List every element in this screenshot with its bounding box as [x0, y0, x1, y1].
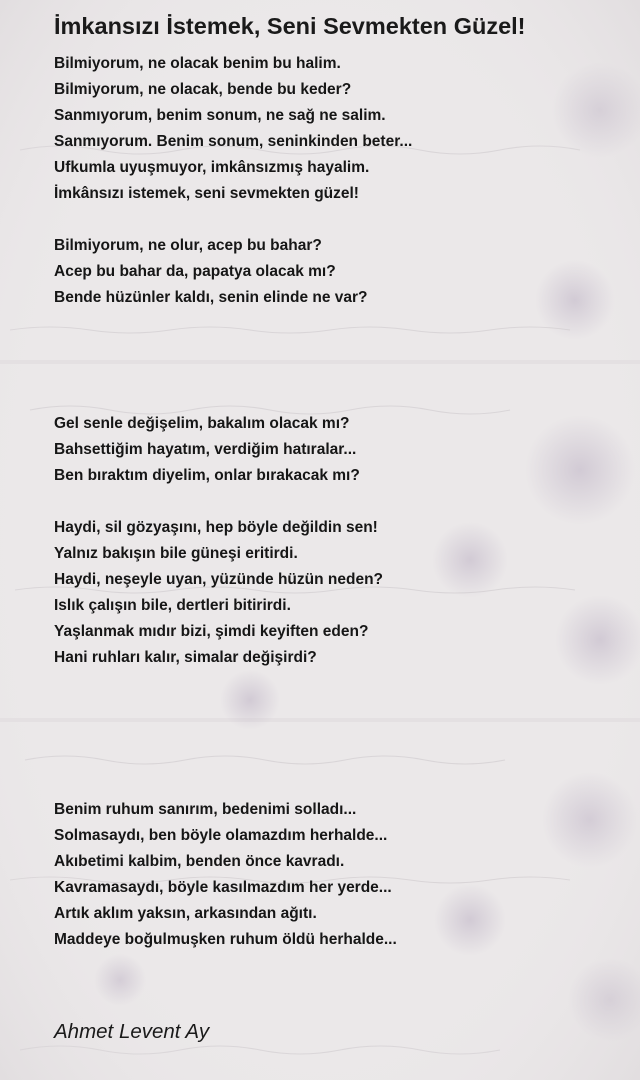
poem-line: Yalnız bakışın bile güneşi eritirdi.	[54, 545, 298, 562]
poem-line: Hani ruhları kalır, simalar değişirdi?	[54, 649, 317, 666]
poem-line: Akıbetimi kalbim, benden önce kavradı.	[54, 853, 345, 870]
poem-line: Haydi, neşeyle uyan, yüzünde hüzün neden?	[54, 571, 384, 588]
poem-line: Sanmıyorum, benim sonum, ne sağ ne salim.	[54, 107, 386, 124]
stanza-1	[54, 51, 412, 207]
poem-line: Kavramasaydı, böyle kasılmazdım her yerde...	[54, 879, 392, 896]
poem-line: Sanmıyorum. Benim sonum, seninkinden beter...	[54, 133, 413, 150]
poem-line: Haydi, sil gözyaşını, hep böyle değildin sen!	[54, 519, 378, 536]
poem-line: Maddeye boğulmuşken ruhum öldü herhalde...	[54, 931, 397, 948]
poem-line: Solmasaydı, ben böyle olamazdım herhalde...	[54, 827, 388, 844]
poem-line: Bende hüzünler kaldı, senin elinde ne var?	[54, 289, 368, 306]
poem-line: Ufkumla uyuşmuyor, imkânsızmış hayalim.	[54, 159, 370, 176]
poem-line: Bilmiyorum, ne olur, acep bu bahar?	[54, 237, 322, 254]
stanza-4	[54, 515, 383, 671]
poem-line: Gel senle değişelim, bakalım olacak mı?	[54, 415, 350, 432]
poem-line: Bahsettiğim hayatım, verdiğim hatıralar...	[54, 441, 357, 458]
poem-line: Ben bıraktım diyelim, onlar bırakacak mı?	[54, 467, 360, 484]
poem-line: Islık çalışın bile, dertleri bitirirdi.	[54, 597, 291, 614]
poem-author: Ahmet Levent Ay	[54, 1020, 210, 1043]
poem-line: Bilmiyorum, ne olacak, bende bu keder?	[54, 81, 352, 98]
poem-title: İmkansızı İstemek, Seni Sevmekten Güzel!	[54, 13, 526, 39]
poem-line: İmkânsızı istemek, seni sevmekten güzel!	[54, 185, 359, 202]
poem-line: Bilmiyorum, ne olacak benim bu halim.	[54, 55, 341, 72]
stanza-5	[54, 797, 397, 953]
poem-line: Benim ruhum sanırım, bedenimi solladı...	[54, 801, 357, 818]
poem-line: Artık aklım yaksın, arkasından ağıtı.	[54, 905, 317, 922]
poem-line: Acep bu bahar da, papatya olacak mı?	[54, 263, 336, 280]
stanza-3	[54, 411, 360, 489]
poem-line: Yaşlanmak mıdır bizi, şimdi keyiften eden?	[54, 623, 369, 640]
stanza-2	[54, 233, 368, 311]
